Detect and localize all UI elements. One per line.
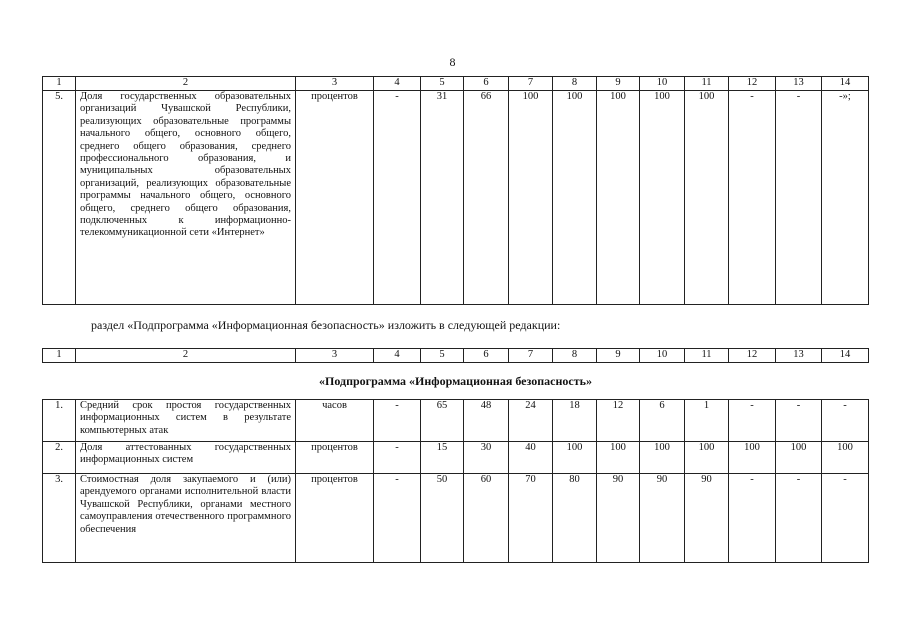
value-cell: 100 <box>640 91 685 305</box>
value-cell: - <box>374 400 421 442</box>
value-cell: 30 <box>464 442 509 474</box>
column-number: 3 <box>296 349 374 363</box>
indicator-name: Доля аттестованных государственных информационных систем <box>76 442 296 474</box>
value-cell: 48 <box>464 400 509 442</box>
amendment-paragraph: раздел «Подпрограмма «Информационная безопасность» изложить в следующей редакции: <box>91 318 561 332</box>
column-number: 11 <box>685 77 729 91</box>
table-row <box>43 474 869 563</box>
indicator-name: Доля государственных образовательных организаций Чувашской Республики, реализующих образовательные программы начального общего, основного общего, среднего общего образования, среднего профессионального образования, и муниципальных образовательных организаций, реализующих образовательные программы начального общего, основного общего, среднего общего образования, подключенных к информационно-телекоммуникационной сети «Интернет» <box>76 91 296 305</box>
unit-cell: процентов <box>296 442 374 474</box>
value-cell: - <box>729 400 776 442</box>
value-cell: 90 <box>640 474 685 563</box>
page-number: 8 <box>449 55 456 69</box>
table-row <box>43 400 869 442</box>
column-number: 3 <box>296 77 374 91</box>
value-cell: - <box>776 91 822 305</box>
value-cell: 80 <box>553 474 597 563</box>
column-number: 12 <box>729 77 776 91</box>
subprogram-title: «Подпрограмма «Информационная безопасность» <box>319 373 592 388</box>
value-cell: 90 <box>685 474 729 563</box>
value-cell: 12 <box>597 400 640 442</box>
column-number: 13 <box>776 349 822 363</box>
value-cell: 18 <box>553 400 597 442</box>
value-cell: - <box>822 400 869 442</box>
value-cell: 100 <box>553 442 597 474</box>
column-number: 14 <box>822 349 869 363</box>
value-cell: 100 <box>685 91 729 305</box>
column-number: 7 <box>509 349 553 363</box>
column-number: 4 <box>374 349 421 363</box>
column-number: 2 <box>76 77 296 91</box>
value-cell: 100 <box>553 91 597 305</box>
value-cell: 90 <box>597 474 640 563</box>
value-cell: - <box>729 474 776 563</box>
column-number: 12 <box>729 349 776 363</box>
value-cell: 66 <box>464 91 509 305</box>
column-number: 14 <box>822 77 869 91</box>
unit-cell: процентов <box>296 474 374 563</box>
indicator-table-2 <box>42 348 869 563</box>
value-cell: 100 <box>597 91 640 305</box>
value-cell: 50 <box>421 474 464 563</box>
value-cell: - <box>776 474 822 563</box>
column-number-row <box>43 349 869 363</box>
column-number: 9 <box>597 77 640 91</box>
value-cell: - <box>374 91 421 305</box>
unit-cell: процентов <box>296 91 374 305</box>
column-number: 1 <box>43 349 76 363</box>
column-number: 5 <box>421 349 464 363</box>
column-number: 6 <box>464 349 509 363</box>
value-cell: 65 <box>421 400 464 442</box>
table-row <box>43 442 869 474</box>
column-number: 5 <box>421 77 464 91</box>
value-cell: - <box>776 400 822 442</box>
value-cell: - <box>374 474 421 563</box>
value-cell: 100 <box>822 442 869 474</box>
value-cell: 100 <box>597 442 640 474</box>
value-cell: 40 <box>509 442 553 474</box>
column-number: 10 <box>640 349 685 363</box>
value-cell: - <box>822 474 869 563</box>
value-cell: 24 <box>509 400 553 442</box>
value-cell: - <box>374 442 421 474</box>
value-cell: - <box>729 91 776 305</box>
unit-cell: часов <box>296 400 374 442</box>
column-number: 10 <box>640 77 685 91</box>
value-cell: 100 <box>509 91 553 305</box>
value-cell: 100 <box>776 442 822 474</box>
column-number: 13 <box>776 77 822 91</box>
indicator-name: Стоимостная доля закупаемого и (или) арендуемого органами исполнительной власти Чувашской Республики, органами местного самоуправления отечественного программного обеспечения <box>76 474 296 563</box>
row-number: 2. <box>43 442 76 474</box>
value-cell: 6 <box>640 400 685 442</box>
value-cell: 31 <box>421 91 464 305</box>
value-cell: 60 <box>464 474 509 563</box>
value-cell: 100 <box>685 442 729 474</box>
column-number-row <box>43 77 869 91</box>
indicator-table-1 <box>42 76 869 305</box>
column-number: 8 <box>553 77 597 91</box>
column-number: 1 <box>43 77 76 91</box>
column-number: 9 <box>597 349 640 363</box>
column-number: 7 <box>509 77 553 91</box>
indicator-name: Средний срок простоя государственных информационных систем в результате компьютерных атак <box>76 400 296 442</box>
subprogram-heading-row <box>43 363 869 400</box>
table-row <box>43 91 869 305</box>
value-cell: 70 <box>509 474 553 563</box>
column-number: 4 <box>374 77 421 91</box>
value-cell: 1 <box>685 400 729 442</box>
column-number: 11 <box>685 349 729 363</box>
column-number: 6 <box>464 77 509 91</box>
value-cell: -»; <box>822 91 869 305</box>
column-number: 8 <box>553 349 597 363</box>
value-cell: 100 <box>729 442 776 474</box>
row-number: 1. <box>43 400 76 442</box>
column-number: 2 <box>76 349 296 363</box>
value-cell: 15 <box>421 442 464 474</box>
value-cell: 100 <box>640 442 685 474</box>
row-number: 5. <box>43 91 76 305</box>
row-number: 3. <box>43 474 76 563</box>
